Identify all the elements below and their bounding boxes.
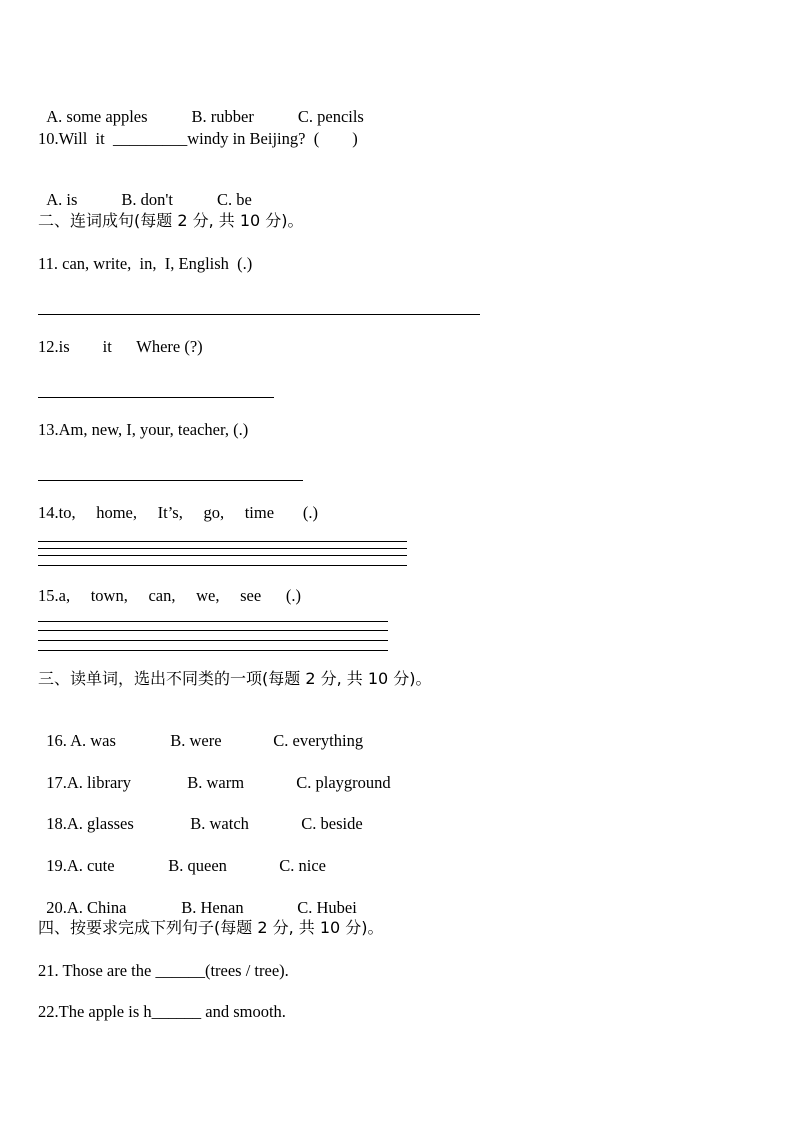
q11-question: 11. can, write, in, I, English (.) <box>38 254 253 273</box>
q20-option-a: 20.A. China <box>46 898 127 917</box>
q17-option-c: C. playground <box>296 773 391 792</box>
q14-writing-line-4[interactable] <box>38 565 407 566</box>
q20-option-c: C. Hubei <box>297 898 357 917</box>
q15-writing-line-4[interactable] <box>38 650 388 651</box>
q14-writing-line-2[interactable] <box>38 548 407 549</box>
q10-option-c: C. be <box>216 190 252 209</box>
q11-answer-line[interactable] <box>38 314 480 315</box>
q9-option-c: C. pencils <box>297 107 364 126</box>
q14-writing-line-3[interactable] <box>38 555 407 556</box>
q19-row <box>38 836 326 876</box>
q15-writing-line-3[interactable] <box>38 640 388 641</box>
q14-writing-line-1[interactable] <box>38 541 407 542</box>
q12-answer-line[interactable] <box>38 397 274 398</box>
section3-heading: 三、读单词，选出不同类的一项(每题 2 分, 共 10 分)。 <box>38 669 432 688</box>
q10-options <box>38 170 252 210</box>
q9-options <box>38 87 364 127</box>
q18-option-a: 18.A. glasses <box>46 814 134 833</box>
q16-option-b: B. were <box>170 731 222 750</box>
q9-option-a: A. some apples <box>46 107 148 126</box>
q18-option-c: C. beside <box>301 814 363 833</box>
q10-option-a: A. is <box>46 190 78 209</box>
q16-option-c: C. everything <box>273 731 364 750</box>
q17-option-b: B. warm <box>187 773 245 792</box>
section4-heading: 四、按要求完成下列句子(每题 2 分, 共 10 分)。 <box>38 918 384 937</box>
section2-heading: 二、连词成句(每题 2 分, 共 10 分)。 <box>38 211 304 230</box>
q17-row <box>38 753 391 793</box>
q12-question: 12.is it Where (?) <box>38 337 203 356</box>
q18-option-b: B. watch <box>190 814 249 833</box>
q10-question: 10.Will it _________windy in Beijing? ( ) <box>38 129 358 148</box>
q13-question: 13.Am, new, I, your, teacher, (.) <box>38 420 249 439</box>
q9-option-b: B. rubber <box>191 107 254 126</box>
q14-question: 14.to, home, It’s, go, time (.) <box>38 503 319 522</box>
q19-option-b: B. queen <box>168 856 227 875</box>
q20-row <box>38 878 357 918</box>
q15-writing-line-1[interactable] <box>38 621 388 622</box>
q22-question: 22.The apple is h______ and smooth. <box>38 1002 286 1021</box>
q19-option-c: C. nice <box>279 856 326 875</box>
q16-option-a: 16. A. was <box>46 731 116 750</box>
q10-option-b: B. don't <box>121 190 173 209</box>
q13-answer-line[interactable] <box>38 480 303 481</box>
q16-row <box>38 711 363 751</box>
q15-question: 15.a, town, can, we, see (.) <box>38 586 302 605</box>
q19-option-a: 19.A. cute <box>46 856 115 875</box>
q20-option-b: B. Henan <box>181 898 244 917</box>
q21-question: 21. Those are the ______(trees / tree). <box>38 961 289 980</box>
q18-row <box>38 794 363 834</box>
q15-writing-line-2[interactable] <box>38 630 388 631</box>
q17-option-a: 17.A. library <box>46 773 132 792</box>
